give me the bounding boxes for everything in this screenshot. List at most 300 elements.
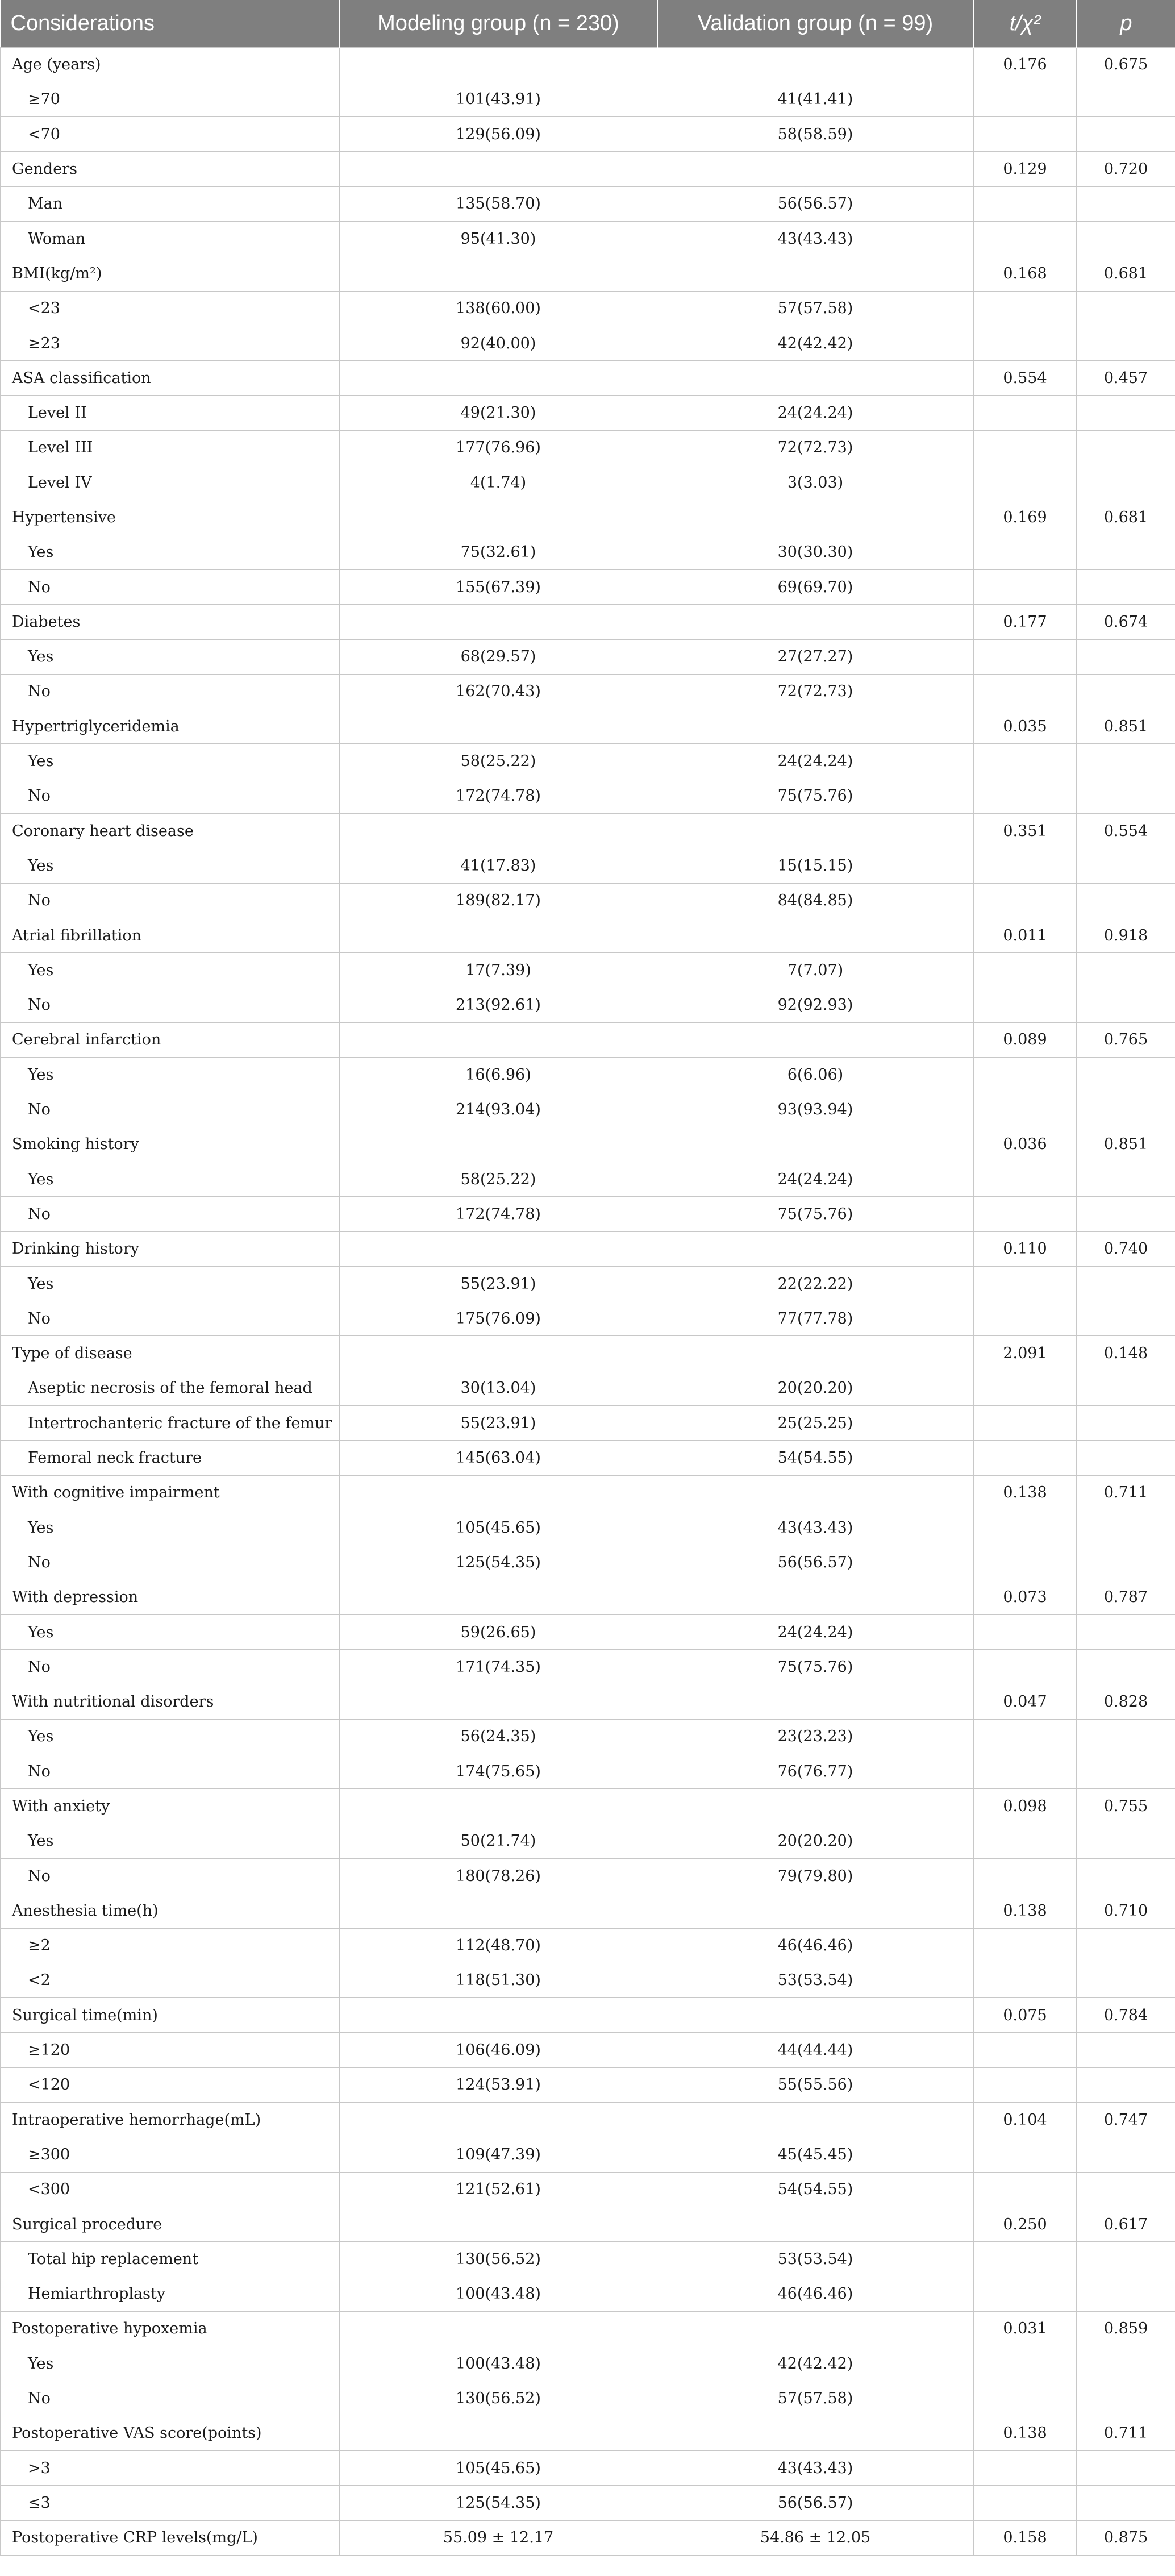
cell-modeling-group: 41(17.83) <box>340 848 657 883</box>
cell-p-value <box>1077 535 1175 569</box>
cell-validation-group <box>657 152 974 186</box>
cell-validation-group: 57(57.58) <box>657 291 974 326</box>
cell-p-value <box>1077 1092 1175 1127</box>
table-row <box>1 918 1175 952</box>
cell-test-statistic: 2.091 <box>974 1336 1077 1371</box>
cell-consideration: Hemiarthroplasty <box>1 2277 340 2311</box>
cell-p-value <box>1077 1406 1175 1441</box>
cell-consideration: Woman <box>1 221 340 256</box>
cell-modeling-group: 125(54.35) <box>340 1545 657 1580</box>
cell-test-statistic <box>974 1963 1077 1997</box>
cell-test-statistic <box>974 1197 1077 1231</box>
cell-test-statistic <box>974 1371 1077 1405</box>
cell-p-value: 0.875 <box>1077 2520 1175 2555</box>
cell-p-value: 0.457 <box>1077 361 1175 396</box>
table-row <box>1 2033 1175 2067</box>
cell-consideration: Cerebral infarction <box>1 1022 340 1057</box>
table-row <box>1 291 1175 326</box>
table-row <box>1 396 1175 430</box>
table-row <box>1 1162 1175 1197</box>
table-row <box>1 814 1175 848</box>
cell-modeling-group: 175(76.09) <box>340 1301 657 1336</box>
table-row <box>1 744 1175 779</box>
cell-consideration: No <box>1 1092 340 1127</box>
cell-p-value: 0.720 <box>1077 152 1175 186</box>
cell-test-statistic: 0.351 <box>974 814 1077 848</box>
cell-test-statistic <box>974 221 1077 256</box>
cell-test-statistic: 0.110 <box>974 1231 1077 1266</box>
cell-modeling-group <box>340 605 657 639</box>
cell-modeling-group: 105(45.65) <box>340 1510 657 1545</box>
cell-consideration: Yes <box>1 953 340 988</box>
cell-modeling-group: 109(47.39) <box>340 2137 657 2172</box>
cell-validation-group <box>657 1789 974 1824</box>
cell-validation-group: 58(58.59) <box>657 117 974 152</box>
cell-test-statistic: 0.138 <box>974 1893 1077 1928</box>
cell-p-value: 0.851 <box>1077 1127 1175 1162</box>
table-row <box>1 1650 1175 1684</box>
cell-validation-group <box>657 2103 974 2137</box>
cell-validation-group: 45(45.45) <box>657 2137 974 2172</box>
cell-test-statistic: 0.036 <box>974 1127 1077 1162</box>
cell-modeling-group: 55(23.91) <box>340 1266 657 1301</box>
cell-test-statistic <box>974 1754 1077 1789</box>
cell-consideration: Type of disease <box>1 1336 340 1371</box>
table-row <box>1 709 1175 744</box>
cell-modeling-group <box>340 1475 657 1510</box>
header-modeling-group: Modeling group (n = 230) <box>340 0 657 47</box>
cell-p-value <box>1077 186 1175 221</box>
cell-modeling-group <box>340 1127 657 1162</box>
cell-modeling-group: 125(54.35) <box>340 2486 657 2520</box>
cell-p-value <box>1077 2172 1175 2207</box>
cell-consideration: ASA classification <box>1 361 340 396</box>
cell-modeling-group: 92(40.00) <box>340 326 657 360</box>
cell-modeling-group: 58(25.22) <box>340 1162 657 1197</box>
cell-p-value <box>1077 117 1175 152</box>
cell-p-value: 0.675 <box>1077 47 1175 82</box>
table-row <box>1 1789 1175 1824</box>
cell-consideration: No <box>1 1858 340 1893</box>
cell-modeling-group: 68(29.57) <box>340 639 657 674</box>
cell-modeling-group <box>340 361 657 396</box>
table-row <box>1 2486 1175 2520</box>
cell-p-value: 0.674 <box>1077 605 1175 639</box>
cell-p-value <box>1077 1197 1175 1231</box>
cell-consideration: Yes <box>1 1614 340 1649</box>
cell-validation-group: 42(42.42) <box>657 2346 974 2381</box>
cell-test-statistic <box>974 953 1077 988</box>
cell-validation-group: 76(76.77) <box>657 1754 974 1789</box>
cell-validation-group: 43(43.43) <box>657 2450 974 2485</box>
cell-validation-group: 7(7.07) <box>657 953 974 988</box>
cell-modeling-group: 49(21.30) <box>340 396 657 430</box>
table-row <box>1 1998 1175 2033</box>
cell-consideration: Hypertriglyceridemia <box>1 709 340 744</box>
cell-validation-group: 57(57.58) <box>657 2381 974 2416</box>
cell-validation-group <box>657 1580 974 1614</box>
cell-modeling-group: 129(56.09) <box>340 117 657 152</box>
cell-validation-group: 24(24.24) <box>657 744 974 779</box>
cell-validation-group: 20(20.20) <box>657 1371 974 1405</box>
cell-validation-group: 24(24.24) <box>657 1614 974 1649</box>
cell-validation-group: 84(84.85) <box>657 883 974 918</box>
cell-consideration: Yes <box>1 1266 340 1301</box>
table-row <box>1 535 1175 569</box>
table-row <box>1 848 1175 883</box>
cell-p-value <box>1077 744 1175 779</box>
cell-consideration: No <box>1 883 340 918</box>
cell-consideration: No <box>1 1650 340 1684</box>
cell-p-value: 0.711 <box>1077 2416 1175 2450</box>
cell-consideration: Intertrochanteric fracture of the femur <box>1 1406 340 1441</box>
cell-consideration: ≥23 <box>1 326 340 360</box>
cell-modeling-group: 177(76.96) <box>340 430 657 465</box>
cell-validation-group: 72(72.73) <box>657 430 974 465</box>
table-row <box>1 639 1175 674</box>
table-row <box>1 2067 1175 2102</box>
cell-modeling-group <box>340 47 657 82</box>
cell-validation-group <box>657 1022 974 1057</box>
table-row <box>1 2416 1175 2450</box>
cell-modeling-group <box>340 500 657 535</box>
cell-modeling-group <box>340 918 657 952</box>
cell-validation-group: 53(53.54) <box>657 1963 974 1997</box>
cell-validation-group: 46(46.46) <box>657 2277 974 2311</box>
table-row <box>1 1197 1175 1231</box>
cell-p-value <box>1077 82 1175 116</box>
cell-test-statistic <box>974 1510 1077 1545</box>
cell-test-statistic <box>974 1545 1077 1580</box>
cell-validation-group <box>657 814 974 848</box>
cell-test-statistic: 0.073 <box>974 1580 1077 1614</box>
cell-test-statistic <box>974 186 1077 221</box>
cell-test-statistic <box>974 1824 1077 1858</box>
cell-p-value <box>1077 221 1175 256</box>
cell-consideration: ≥120 <box>1 2033 340 2067</box>
cell-p-value <box>1077 1719 1175 1754</box>
cell-consideration: Intraoperative hemorrhage(mL) <box>1 2103 340 2137</box>
cell-test-statistic <box>974 988 1077 1022</box>
table-row <box>1 883 1175 918</box>
cell-modeling-group: 213(92.61) <box>340 988 657 1022</box>
cell-validation-group: 77(77.78) <box>657 1301 974 1336</box>
table-row <box>1 1614 1175 1649</box>
cell-test-statistic: 0.031 <box>974 2311 1077 2346</box>
cell-consideration: ≤3 <box>1 2486 340 2520</box>
table-row <box>1 605 1175 639</box>
cell-consideration: Total hip replacement <box>1 2242 340 2277</box>
cell-validation-group <box>657 1127 974 1162</box>
cell-test-statistic <box>974 326 1077 360</box>
cell-modeling-group: 162(70.43) <box>340 674 657 709</box>
cell-consideration: No <box>1 1545 340 1580</box>
table-row <box>1 779 1175 813</box>
cell-test-statistic: 0.047 <box>974 1684 1077 1719</box>
cell-modeling-group: 101(43.91) <box>340 82 657 116</box>
cell-modeling-group <box>340 1580 657 1614</box>
cell-p-value: 0.617 <box>1077 2207 1175 2241</box>
table-row <box>1 1824 1175 1858</box>
table-row <box>1 152 1175 186</box>
table-row <box>1 500 1175 535</box>
cell-validation-group: 22(22.22) <box>657 1266 974 1301</box>
table-row <box>1 326 1175 360</box>
cell-modeling-group <box>340 1231 657 1266</box>
table-row <box>1 1301 1175 1336</box>
cell-validation-group: 25(25.25) <box>657 1406 974 1441</box>
cell-validation-group <box>657 2311 974 2346</box>
cell-test-statistic: 0.168 <box>974 256 1077 291</box>
cell-test-statistic <box>974 430 1077 465</box>
cell-modeling-group: 4(1.74) <box>340 465 657 500</box>
table-row <box>1 1928 1175 1963</box>
cell-modeling-group: 172(74.78) <box>340 779 657 813</box>
cell-p-value: 0.710 <box>1077 1893 1175 1928</box>
cell-modeling-group: 17(7.39) <box>340 953 657 988</box>
cell-test-statistic <box>974 2242 1077 2277</box>
cell-p-value <box>1077 465 1175 500</box>
cell-p-value <box>1077 291 1175 326</box>
cell-test-statistic <box>974 1266 1077 1301</box>
cell-modeling-group: 130(56.52) <box>340 2381 657 2416</box>
cell-consideration: Genders <box>1 152 340 186</box>
cell-modeling-group: 172(74.78) <box>340 1197 657 1231</box>
cell-p-value: 0.148 <box>1077 1336 1175 1371</box>
cell-p-value <box>1077 1510 1175 1545</box>
cell-test-statistic <box>974 744 1077 779</box>
cell-validation-group: 69(69.70) <box>657 569 974 604</box>
table-row <box>1 1441 1175 1475</box>
cell-validation-group: 92(92.93) <box>657 988 974 1022</box>
table-row <box>1 1266 1175 1301</box>
cell-validation-group: 41(41.41) <box>657 82 974 116</box>
cell-modeling-group: 135(58.70) <box>340 186 657 221</box>
table-row <box>1 1510 1175 1545</box>
cell-test-statistic: 0.177 <box>974 605 1077 639</box>
cell-p-value <box>1077 1545 1175 1580</box>
cell-consideration: Surgical procedure <box>1 2207 340 2241</box>
cell-p-value: 0.755 <box>1077 1789 1175 1824</box>
cell-validation-group: 15(15.15) <box>657 848 974 883</box>
table-row <box>1 47 1175 82</box>
cell-test-statistic <box>974 1719 1077 1754</box>
cell-validation-group: 72(72.73) <box>657 674 974 709</box>
cell-test-statistic <box>974 1162 1077 1197</box>
cell-consideration: Postoperative CRP levels(mg/L) <box>1 2520 340 2555</box>
cell-p-value <box>1077 2381 1175 2416</box>
table-header <box>1 0 1175 47</box>
cell-test-statistic <box>974 2067 1077 2102</box>
table-row <box>1 1127 1175 1162</box>
cell-consideration: <120 <box>1 2067 340 2102</box>
cell-consideration: Diabetes <box>1 605 340 639</box>
cell-test-statistic: 0.554 <box>974 361 1077 396</box>
cell-p-value <box>1077 1754 1175 1789</box>
cell-consideration: With anxiety <box>1 1789 340 1824</box>
cell-p-value: 0.554 <box>1077 814 1175 848</box>
cell-p-value <box>1077 1301 1175 1336</box>
cell-test-statistic <box>974 2381 1077 2416</box>
cell-consideration: No <box>1 674 340 709</box>
cell-test-statistic <box>974 535 1077 569</box>
cell-p-value <box>1077 2242 1175 2277</box>
table-row <box>1 2207 1175 2241</box>
cell-consideration: With depression <box>1 1580 340 1614</box>
cell-test-statistic <box>974 569 1077 604</box>
cell-p-value <box>1077 2067 1175 2102</box>
cell-consideration: Postoperative hypoxemia <box>1 2311 340 2346</box>
cell-modeling-group: 55.09 ± 12.17 <box>340 2520 657 2555</box>
cell-p-value <box>1077 2033 1175 2067</box>
table-row <box>1 953 1175 988</box>
cell-test-statistic: 0.169 <box>974 500 1077 535</box>
cell-validation-group <box>657 256 974 291</box>
cell-p-value <box>1077 1824 1175 1858</box>
cell-modeling-group: 105(45.65) <box>340 2450 657 2485</box>
header-p-value: p <box>1120 11 1132 35</box>
cell-test-statistic: 0.138 <box>974 2416 1077 2450</box>
cell-test-statistic: 0.035 <box>974 709 1077 744</box>
cell-consideration: Drinking history <box>1 1231 340 1266</box>
table-row <box>1 2520 1175 2555</box>
cell-consideration: No <box>1 569 340 604</box>
cell-consideration: Hypertensive <box>1 500 340 535</box>
cell-consideration: <70 <box>1 117 340 152</box>
cell-p-value <box>1077 639 1175 674</box>
cell-test-statistic: 0.098 <box>974 1789 1077 1824</box>
table-row <box>1 1058 1175 1092</box>
table-row <box>1 256 1175 291</box>
cell-test-statistic <box>974 674 1077 709</box>
table-row <box>1 2450 1175 2485</box>
cell-validation-group: 54(54.55) <box>657 2172 974 2207</box>
cell-p-value <box>1077 1162 1175 1197</box>
cell-p-value <box>1077 883 1175 918</box>
cell-consideration: Anesthesia time(h) <box>1 1893 340 1928</box>
cell-modeling-group <box>340 2311 657 2346</box>
table-row <box>1 1719 1175 1754</box>
cell-test-statistic <box>974 396 1077 430</box>
cell-consideration: Level II <box>1 396 340 430</box>
header-validation-group: Validation group (n = 99) <box>657 0 974 47</box>
table-row <box>1 2242 1175 2277</box>
cell-test-statistic <box>974 2486 1077 2520</box>
table-row <box>1 1858 1175 1893</box>
cell-consideration: <300 <box>1 2172 340 2207</box>
cell-p-value <box>1077 2486 1175 2520</box>
table-row <box>1 1371 1175 1405</box>
cell-p-value <box>1077 326 1175 360</box>
cell-modeling-group: 50(21.74) <box>340 1824 657 1858</box>
cell-consideration: Yes <box>1 848 340 883</box>
cell-p-value <box>1077 569 1175 604</box>
table-row <box>1 1336 1175 1371</box>
cell-p-value <box>1077 1858 1175 1893</box>
cell-validation-group <box>657 2207 974 2241</box>
cell-modeling-group <box>340 1684 657 1719</box>
cell-validation-group: 56(56.57) <box>657 2486 974 2520</box>
table-row <box>1 569 1175 604</box>
cell-consideration: No <box>1 1754 340 1789</box>
cell-test-statistic <box>974 1406 1077 1441</box>
cell-consideration: Level III <box>1 430 340 465</box>
cell-test-statistic: 0.158 <box>974 2520 1077 2555</box>
cell-p-value: 0.787 <box>1077 1580 1175 1614</box>
cell-consideration: <23 <box>1 291 340 326</box>
table-row <box>1 1092 1175 1127</box>
cell-test-statistic <box>974 82 1077 116</box>
cell-test-statistic <box>974 2450 1077 2485</box>
cell-consideration: Yes <box>1 1162 340 1197</box>
cell-test-statistic <box>974 1928 1077 1963</box>
cell-p-value <box>1077 430 1175 465</box>
cell-test-statistic <box>974 117 1077 152</box>
cell-consideration: No <box>1 988 340 1022</box>
cell-p-value <box>1077 2277 1175 2311</box>
cell-p-value: 0.711 <box>1077 1475 1175 1510</box>
cell-p-value <box>1077 848 1175 883</box>
table-row <box>1 1580 1175 1614</box>
cell-modeling-group: 100(43.48) <box>340 2277 657 2311</box>
cell-consideration: Age (years) <box>1 47 340 82</box>
cell-test-statistic <box>974 1614 1077 1649</box>
cell-p-value <box>1077 1441 1175 1475</box>
cell-validation-group: 20(20.20) <box>657 1824 974 1858</box>
cell-test-statistic <box>974 2346 1077 2381</box>
cell-p-value <box>1077 1963 1175 1997</box>
cell-validation-group <box>657 1475 974 1510</box>
cell-modeling-group <box>340 2416 657 2450</box>
cell-p-value <box>1077 2346 1175 2381</box>
cell-validation-group: 75(75.76) <box>657 779 974 813</box>
cell-modeling-group: 180(78.26) <box>340 1858 657 1893</box>
cell-validation-group: 24(24.24) <box>657 396 974 430</box>
cell-test-statistic <box>974 1441 1077 1475</box>
cell-validation-group: 43(43.43) <box>657 1510 974 1545</box>
cell-validation-group: 79(79.80) <box>657 1858 974 1893</box>
cell-validation-group <box>657 1684 974 1719</box>
cell-modeling-group <box>340 256 657 291</box>
cell-modeling-group <box>340 1789 657 1824</box>
cell-p-value: 0.784 <box>1077 1998 1175 2033</box>
cell-consideration: No <box>1 1301 340 1336</box>
cell-validation-group <box>657 709 974 744</box>
cell-p-value: 0.681 <box>1077 500 1175 535</box>
table-row <box>1 430 1175 465</box>
table-row <box>1 2277 1175 2311</box>
cell-consideration: Aseptic necrosis of the femoral head <box>1 1371 340 1405</box>
cell-consideration: With cognitive impairment <box>1 1475 340 1510</box>
cell-p-value: 0.859 <box>1077 2311 1175 2346</box>
cell-test-statistic <box>974 1301 1077 1336</box>
cell-p-value <box>1077 2137 1175 2172</box>
table-row <box>1 1545 1175 1580</box>
cell-consideration: ≥2 <box>1 1928 340 1963</box>
cell-modeling-group: 121(52.61) <box>340 2172 657 2207</box>
cell-validation-group <box>657 918 974 952</box>
cell-p-value <box>1077 1614 1175 1649</box>
cell-validation-group: 93(93.94) <box>657 1092 974 1127</box>
cell-validation-group <box>657 500 974 535</box>
table-row <box>1 1406 1175 1441</box>
cell-consideration: Yes <box>1 1058 340 1092</box>
table-row <box>1 361 1175 396</box>
cell-consideration: Atrial fibrillation <box>1 918 340 952</box>
cell-modeling-group: 155(67.39) <box>340 569 657 604</box>
cell-consideration: Man <box>1 186 340 221</box>
cell-consideration: Coronary heart disease <box>1 814 340 848</box>
